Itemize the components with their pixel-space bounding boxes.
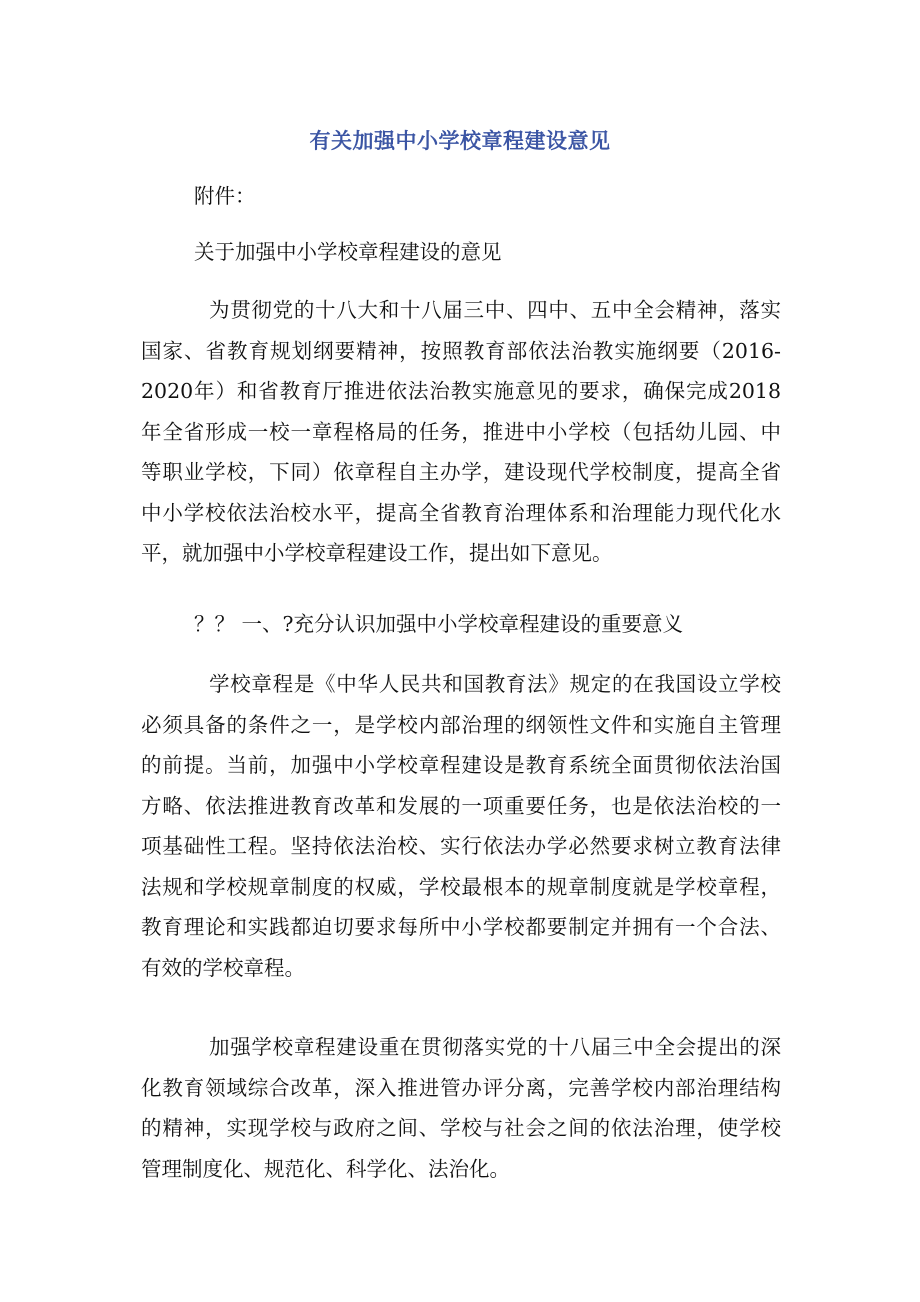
paragraph-line: 法规和学校规章制度的权威，学校最根本的规章制度就是学校章程， — [141, 874, 781, 899]
paragraph-line: 国家、省教育规划纲要精神，按照教育部依法治教实施纲要（2016- — [141, 338, 781, 363]
document-title: 有关加强中小学校章程建设意见 — [309, 129, 611, 153]
paragraph-line: 为贯彻党的十八大和十八届三中、四中、五中全会精神，落实 — [209, 298, 781, 322]
document-subtitle: 关于加强中小学校章程建设的意见 — [194, 240, 502, 264]
paragraph-line: 化教育领域综合改革，深入推进管办评分离，完善学校内部治理结构 — [141, 1075, 781, 1100]
paragraph-line: 必须具备的条件之一，是学校内部治理的纲领性文件和实施自主管理 — [141, 712, 781, 737]
paragraph-line: 管理制度化、规范化、科学化、法治化。 — [141, 1156, 510, 1181]
paragraph-line: 学校章程是《中华人民共和国教育法》规定的在我国设立学校 — [209, 672, 781, 696]
paragraph-line: 方略、依法推进教育改革和发展的一项重要任务，也是依法治校的一 — [141, 793, 781, 818]
section-heading: ？？ 一、?充分认识加强中小学校章程建设的重要意义 — [194, 612, 684, 636]
paragraph-intro — [141, 290, 781, 574]
paragraph-line: 的精神，实现学校与政府之间、学校与社会之间的依法治理，使学校 — [141, 1116, 781, 1140]
paragraph-line: 项基础性工程。坚持依法治校、实行依法办学必然要求树立教育法律 — [141, 834, 781, 858]
attachment-label: 附件： — [194, 184, 256, 208]
paragraph-line: 加强学校章程建设重在贯彻落实党的十八届三中全会提出的深 — [209, 1035, 781, 1059]
paragraph-line: 年全省形成一校一章程格局的任务，推进中小学校（包括幼儿园、中 — [141, 419, 781, 444]
paragraph-reform — [141, 1027, 781, 1189]
paragraph-line: 平，就加强中小学校章程建设工作，提出如下意见。 — [141, 541, 613, 565]
paragraph-significance — [141, 664, 781, 988]
paragraph-line: 教育理论和实践都迫切要求每所中小学校都要制定并拥有一个合法、 — [141, 915, 781, 939]
paragraph-line: 的前提。当前，加强中小学校章程建设是教育系统全面贯彻依法治国 — [141, 753, 781, 777]
paragraph-line: 有效的学校章程。 — [141, 955, 305, 980]
paragraph-line: 等职业学校，下同）依章程自主办学，建设现代学校制度，提高全省 — [141, 460, 781, 484]
paragraph-line: 2020年）和省教育厅推进依法治教实施意见的要求，确保完成2018 — [141, 379, 781, 403]
paragraph-line: 中小学校依法治校水平，提高全省教育治理体系和治理能力现代化水 — [141, 500, 781, 525]
